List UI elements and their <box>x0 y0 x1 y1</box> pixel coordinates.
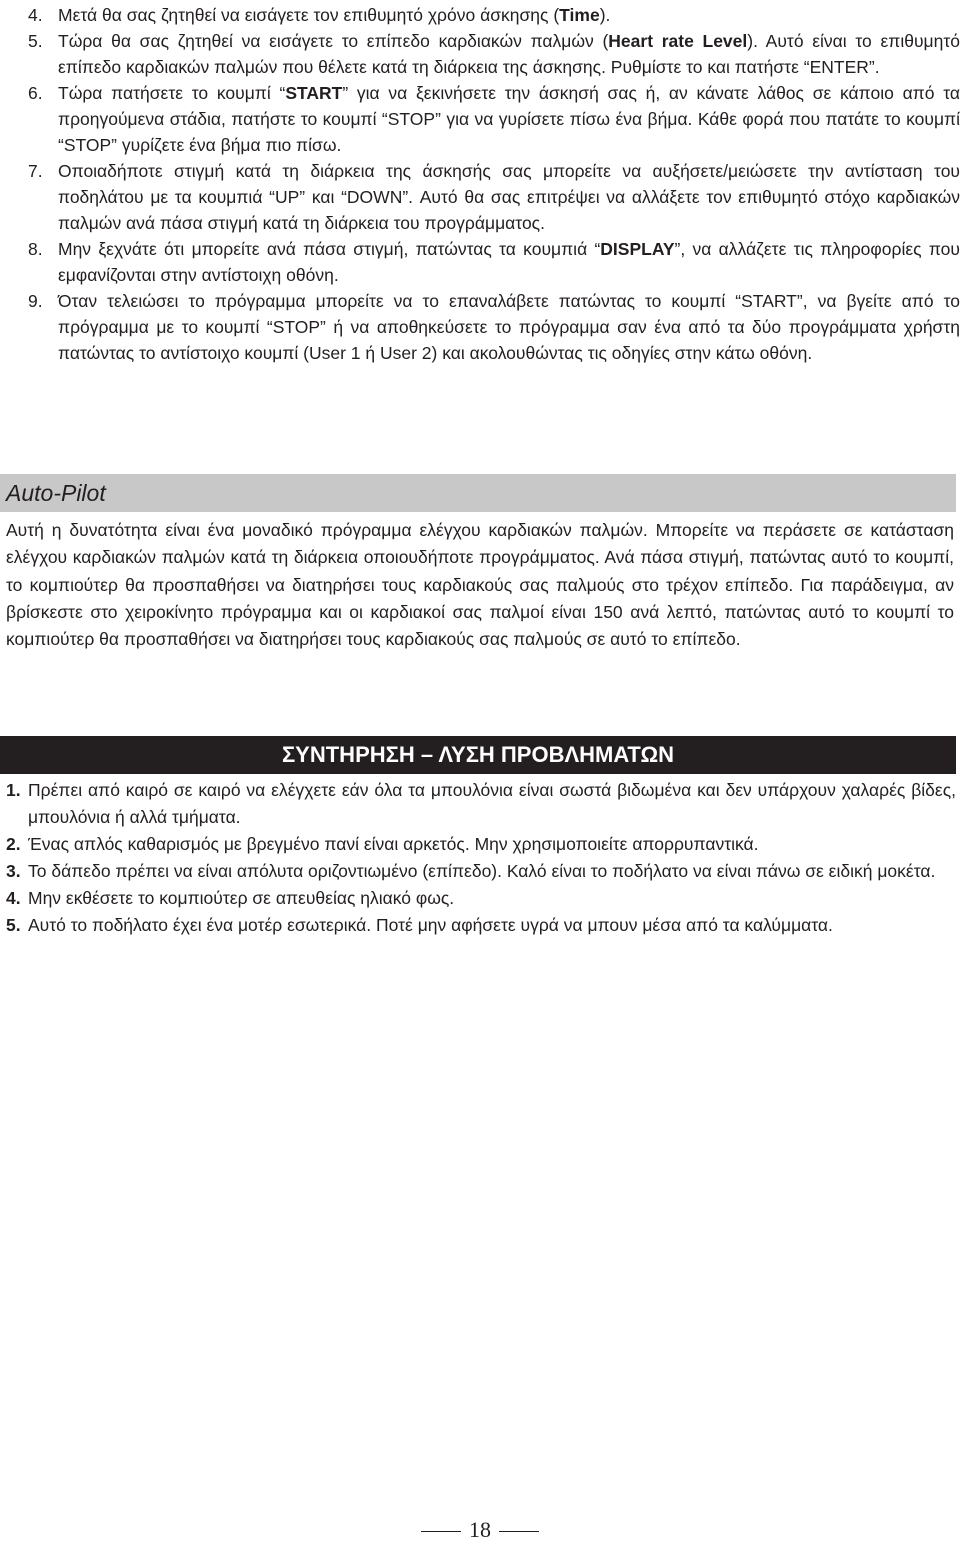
maintenance-item <box>6 912 956 939</box>
autopilot-paragraph: Αυτή η δυνατότητα είναι ένα μοναδικό πρόγραμμα ελέγχου καρδιακών παλμών. Μπορείτε να περάσετε σε κατάσταση ελέγχου καρδιακών παλμών κατά τη διάρκεια οποιουδήποτε προγράμματος. Ανά πάσα στιγμή, πατώντας αυτό το κουμπί, το κομπιούτερ θα προσπαθήσει να διατηρήσει τους καρδιακούς σας παλμούς στο τρέχον επίπεδο. Για παράδειγμα, αν βρίσκεστε στο χειροκίνητο πρόγραμμα και οι καρδιακοί σας παλμοί είναι 150 ανά λεπτό, πατώντας αυτό το κουμπί το κομπιούτερ θα προσπαθήσει να διατηρήσει τους καρδιακούς σας παλμούς σε αυτό το επίπεδο. <box>6 520 954 650</box>
step-item <box>28 2 960 28</box>
maintenance-item <box>6 885 956 912</box>
step-item <box>28 80 960 158</box>
step-number: 4. <box>28 5 43 25</box>
step-text: Τώρα θα σας ζητηθεί να εισάγετε το επίπεδο καρδιακών παλμών (Heart rate Level). Αυτό είναι το επιθυμητό επίπεδο καρδιακών παλμών που θέλετε κατά τη διάρκεια της άσκησης. Ρυθμίστε το και πατήστε “ENTER”. <box>58 31 960 77</box>
page-footer <box>0 1517 960 1543</box>
maintenance-title: ΣΥΝΤΗΡΗΣΗ – ΛΥΣΗ ΠΡΟΒΛΗΜΑΤΩΝ <box>281 742 674 767</box>
step-item <box>28 28 960 80</box>
maintenance-number: 2. <box>6 834 21 854</box>
steps-list <box>28 2 960 366</box>
maintenance-text: Μην εκθέσετε το κομπιούτερ σε απευθείας ηλιακό φως. <box>28 888 455 908</box>
step-number: 9. <box>28 291 43 311</box>
step-item <box>28 158 960 236</box>
page-number: 18 <box>469 1517 491 1542</box>
maintenance-header-bar <box>0 736 956 774</box>
autopilot-header-bar <box>0 474 956 512</box>
step-text: Μην ξεχνάτε ότι μπορείτε ανά πάσα στιγμή, πατώντας τα κουμπιά “DISPLAY”, να αλλάζετε τις πληροφορίες που εμφανίζονται στην αντίστοιχη οθόνη. <box>58 239 960 285</box>
step-item <box>28 236 960 288</box>
footer-rule-left <box>421 1531 461 1532</box>
step-number: 8. <box>28 239 43 259</box>
maintenance-number: 3. <box>6 861 21 881</box>
step-text: Όταν τελειώσει το πρόγραμμα μπορείτε να το επαναλάβετε πατώντας το κουμπί “START”, να βγείτε από το πρόγραμμα με το κουμπί “STOP” ή να αποθηκεύσετε το πρόγραμμα σαν ένα από τα δύο προγράμματα χρήστη πατώντας το αντίστοιχο κουμπί (User 1 ή User 2) και ακολουθώντας τις οδηγίες στην κάτω οθόνη. <box>58 291 960 363</box>
step-item <box>28 288 960 366</box>
maintenance-item <box>6 858 956 885</box>
step-number: 6. <box>28 83 43 103</box>
footer-rule-right <box>499 1531 539 1532</box>
step-number: 5. <box>28 31 43 51</box>
maintenance-text: Ένας απλός καθαρισμός με βρεγμένο πανί είναι αρκετός. Μην χρησιμοποιείτε απορρυπαντικά. <box>28 834 759 854</box>
maintenance-number: 4. <box>6 888 21 908</box>
maintenance-text: Το δάπεδο πρέπει να είναι απόλυτα οριζοντιωμένο (επίπεδο). Καλό είναι το ποδήλατο να είναι πάνω σε ειδική μοκέτα. <box>28 861 936 881</box>
step-text: Μετά θα σας ζητηθεί να εισάγετε τον επιθυμητό χρόνο άσκησης (Time). <box>58 5 611 25</box>
maintenance-list <box>6 777 956 939</box>
maintenance-text: Αυτό το ποδήλατο έχει ένα μοτέρ εσωτερικά. Ποτέ μην αφήσετε υγρά να μπουν μέσα από τα καλύμματα. <box>28 915 833 935</box>
maintenance-item <box>6 831 956 858</box>
step-text: Οποιαδήποτε στιγμή κατά τη διάρκεια της άσκησής σας μπορείτε να αυξήσετε/μειώσετε την αντίσταση του ποδηλάτου με τα κουμπιά “UP” και “DOWN”. Αυτό θα σας επιτρέψει να αλλάξετε τον επιθυμητό στόχο καρδιακών παλμών ανά πάσα στιγμή κατά τη διάρκεια του προγράμματος. <box>58 161 960 233</box>
maintenance-number: 1. <box>6 780 21 800</box>
maintenance-number: 5. <box>6 915 21 935</box>
maintenance-text: Πρέπει από καιρό σε καιρό να ελέγχετε εάν όλα τα μπουλόνια είναι σωστά βιδωμένα και δεν υπάρχουν χαλαρές βίδες, μπουλόνια ή αλλά τμήματα. <box>28 780 956 827</box>
autopilot-title: Auto-Pilot <box>6 480 106 506</box>
step-number: 7. <box>28 161 43 181</box>
step-text: Τώρα πατήσετε το κουμπί “START” για να ξεκινήσετε την άσκησή σας ή, αν κάνατε λάθος σε κάποιο από τα προηγούμενα στάδια, πατήστε το κουμπί “STOP” για να γυρίσετε πίσω ένα βήμα. Κάθε φορά που πατάτε το κουμπί “STOP” γυρίζετε ένα βήμα πιο πίσω. <box>58 83 960 155</box>
maintenance-item <box>6 777 956 831</box>
